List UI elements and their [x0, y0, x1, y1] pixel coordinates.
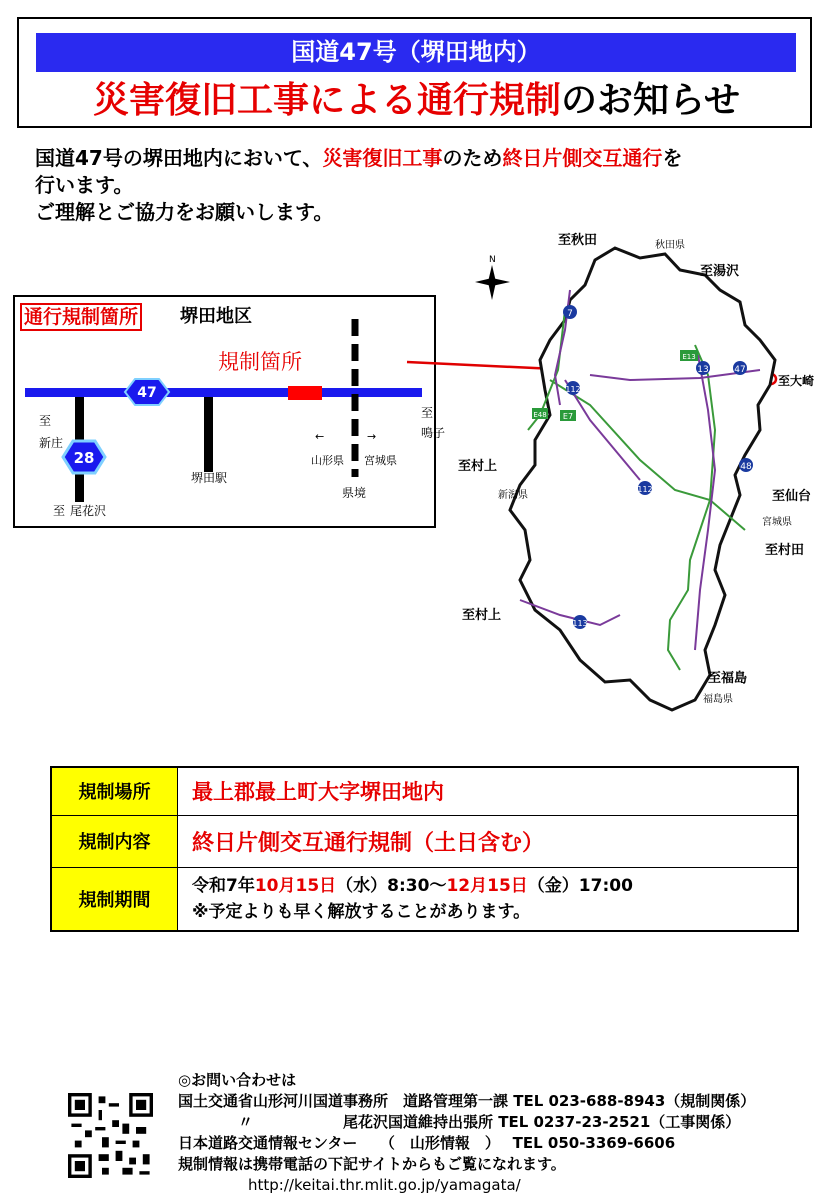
- intro-line-1: [35, 145, 805, 172]
- qr-code-icon[interactable]: [68, 1093, 153, 1178]
- svg-text:E48: E48: [533, 411, 547, 419]
- south-dest: 尾花沢: [70, 504, 107, 518]
- table-row: [51, 767, 798, 815]
- svg-text:13: 13: [697, 365, 709, 375]
- table-row: [51, 815, 798, 867]
- mobile-note: 規制情報は携帯電話の下記サイトからもご覧になれます。: [178, 1155, 566, 1173]
- compass-icon: [475, 255, 510, 300]
- intro-text-a: 国道47号の堺田地内において、: [35, 146, 323, 170]
- south-to: 至: [53, 504, 66, 518]
- info-table: [50, 766, 799, 932]
- arrow-left: ←: [315, 430, 325, 443]
- contact-line-2: 〃 尾花沢国道維持出張所 TEL 0237-23-2521（工事関係）: [178, 1113, 741, 1131]
- niigata-pref-label: 新潟県: [498, 490, 528, 501]
- title-black: のお知らせ: [561, 80, 740, 121]
- mobile-url-link[interactable]: http://keitai.thr.mlit.go.jp/yamagata/: [248, 1176, 521, 1194]
- svg-text:112: 112: [565, 385, 581, 394]
- period-era: 令和7年: [192, 875, 255, 896]
- map-svg: [440, 230, 831, 720]
- svg-text:7: 7: [567, 309, 573, 319]
- intro-text-e: を: [662, 146, 683, 170]
- svg-text:112: 112: [637, 485, 653, 494]
- page-title: [19, 77, 814, 125]
- row-value-content: 終日片側交互通行規制（土日含む）: [178, 815, 799, 867]
- row-value-period: [178, 867, 799, 931]
- svg-text:47: 47: [734, 365, 746, 375]
- pref-left-label: 山形県: [311, 454, 344, 467]
- row-value-location: 最上郡最上町大字堺田地内: [178, 767, 799, 815]
- prefecture-outline: [510, 248, 775, 710]
- contact-line-1: 国土交通省山形河川国道事務所 道路管理第一課 TEL 023-688-8943（規制関係）: [178, 1092, 756, 1110]
- row-label-location: 規制場所: [51, 767, 178, 815]
- intro-text-c: のため: [442, 146, 503, 170]
- intro-text: [35, 145, 805, 226]
- to-murakami-1-label: 至村上: [458, 459, 498, 474]
- svg-text:E7: E7: [562, 412, 574, 421]
- contact-heading: ◎お問い合わせは: [178, 1071, 297, 1089]
- to-murakami-2-label: 至村上: [462, 608, 502, 623]
- table-row: [51, 867, 798, 931]
- west-to: 至: [39, 414, 52, 428]
- pref-right-label: 宮城県: [364, 454, 397, 467]
- intro-line-3: ご理解とご協力をお願いします。: [35, 200, 334, 224]
- intro-line-2: 行います。: [35, 173, 134, 197]
- contact-section: [178, 1070, 818, 1196]
- svg-text:E13: E13: [682, 353, 696, 361]
- road-title-bar: 国道47号（堺田地内）: [36, 33, 796, 72]
- contact-line-3: 日本道路交通情報センター （ 山形情報 ） TEL 050-3369-6606: [178, 1134, 676, 1152]
- border-label: 県境: [342, 486, 367, 500]
- period-end-date: 12月15日: [446, 875, 528, 896]
- east-dest: 鳴子: [421, 426, 446, 440]
- yamagata-map: [440, 230, 831, 720]
- to-yuzawa-label: 至湯沢: [700, 264, 740, 279]
- route-28-number: 28: [73, 449, 95, 467]
- diagram-label: 通行規制箇所: [20, 303, 142, 331]
- akita-pref-label: 秋田県: [655, 240, 685, 251]
- to-akita-label: 至秋田: [558, 233, 598, 248]
- row-label-content: 規制内容: [51, 815, 178, 867]
- title-red: 災害復旧工事による通行規制: [93, 80, 562, 121]
- east-to: 至: [421, 406, 434, 420]
- to-murata-label: 至村田: [765, 543, 805, 558]
- to-fukushima-label: 至福島: [708, 671, 748, 686]
- svg-text:113: 113: [572, 619, 588, 628]
- period-start-date: 10月15日: [254, 875, 337, 896]
- route-47-number: 47: [137, 385, 157, 401]
- site-diagram: [13, 295, 446, 528]
- to-sendai-label: 至仙台: [772, 489, 812, 504]
- period-note: ※予定よりも早く解放することがあります。: [192, 901, 531, 922]
- diagram-area: 堺田地区: [180, 306, 252, 327]
- diagram-svg: [15, 297, 446, 526]
- period-start-time: （水）8:30～: [336, 875, 447, 896]
- row-label-period: 規制期間: [51, 867, 178, 931]
- header-box: [17, 17, 812, 128]
- station-road: [204, 397, 213, 472]
- miyagi-pref-label: 宮城県: [762, 517, 792, 528]
- site-label: 規制箇所: [218, 350, 302, 374]
- svg-text:N: N: [489, 255, 496, 265]
- svg-text:48: 48: [740, 462, 752, 472]
- fukushima-pref-label: 福島県: [703, 694, 733, 705]
- site-marker: [288, 386, 322, 400]
- to-osaki-label: 至大崎: [778, 374, 815, 388]
- period-line: [192, 873, 797, 899]
- intro-text-d: 終日片側交互通行: [502, 146, 663, 170]
- west-dest: 新庄: [39, 436, 64, 450]
- route-47-line: [25, 388, 422, 397]
- station-label: 堺田駅: [191, 471, 228, 485]
- arrow-right: →: [367, 430, 377, 443]
- intro-text-b: 災害復旧工事: [322, 146, 443, 170]
- period-end-time: （金）17:00: [527, 875, 633, 896]
